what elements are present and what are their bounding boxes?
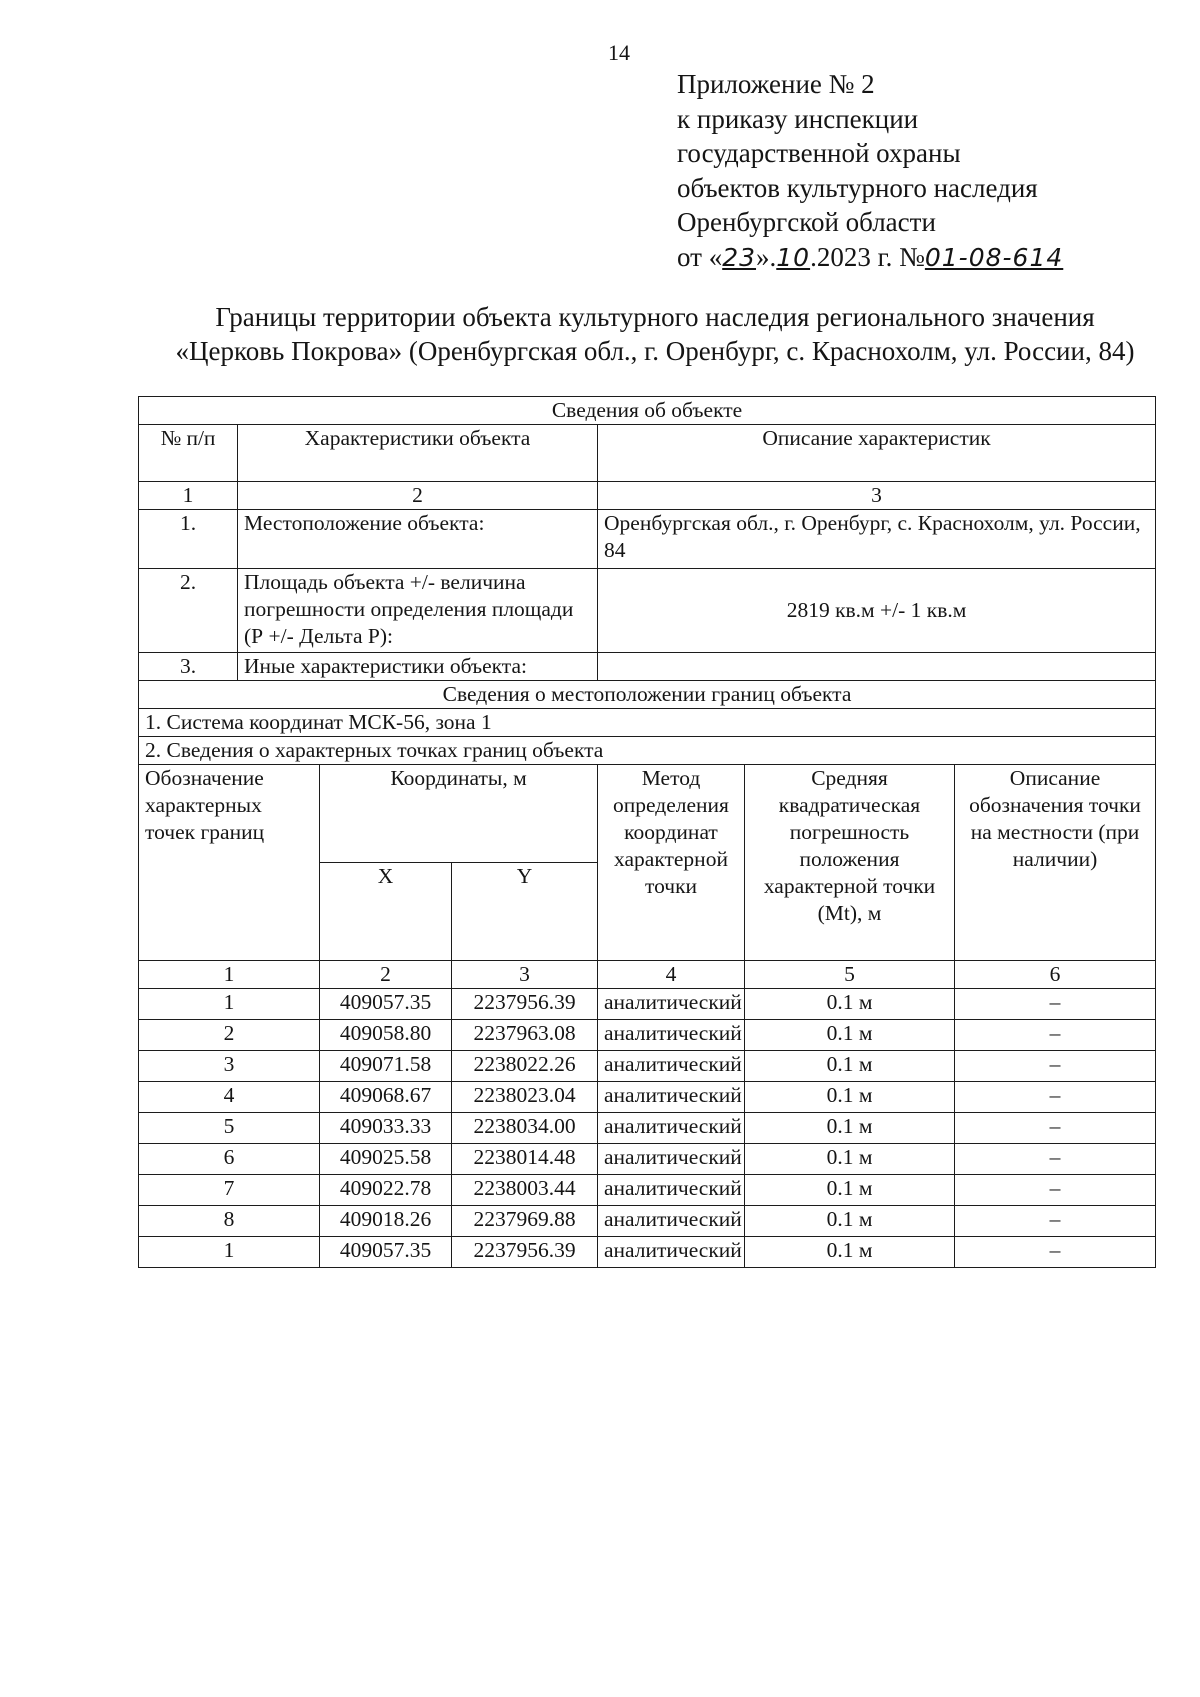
point-description-cell: – xyxy=(955,1020,1156,1051)
page-number: 14 xyxy=(608,40,630,65)
appendix-line: к приказу инспекции xyxy=(677,103,919,134)
error-cell: 0.1 м xyxy=(745,1113,955,1144)
error-cell: 0.1 м xyxy=(745,1051,955,1082)
handwritten-day: 23 xyxy=(722,242,757,272)
table-row xyxy=(139,1113,1156,1144)
table-row xyxy=(139,1144,1156,1175)
order-date-line xyxy=(677,240,1063,276)
method-cell: аналитический xyxy=(598,1144,745,1175)
point-label-cell: 7 xyxy=(139,1175,320,1206)
method-cell: аналитический xyxy=(598,1051,745,1082)
error-cell: 0.1 м xyxy=(745,1144,955,1175)
header-point-description: Описание обозначения точки на местности (при наличии) xyxy=(955,765,1156,961)
x-coordinate-cell: 409022.78 xyxy=(320,1175,452,1206)
error-cell: 0.1 м xyxy=(745,1206,955,1237)
index-cell: 2 xyxy=(320,961,452,989)
table-row xyxy=(139,1206,1156,1237)
boundary-table xyxy=(138,396,1156,1268)
header-method: Метод определения координат характерной точки xyxy=(598,765,745,961)
x-coordinate-cell: 409071.58 xyxy=(320,1051,452,1082)
header-point: Обозначение характерных точек границ xyxy=(139,765,320,961)
point-label-cell: 4 xyxy=(139,1082,320,1113)
method-cell: аналитический xyxy=(598,989,745,1020)
y-coordinate-cell: 2237963.08 xyxy=(452,1020,598,1051)
point-description-cell: – xyxy=(955,1113,1156,1144)
table-row xyxy=(139,1051,1156,1082)
point-label-cell: 1 xyxy=(139,1237,320,1268)
coordinate-system: 1. Система координат МСК-56, зона 1 xyxy=(139,709,1156,737)
x-coordinate-cell: 409025.58 xyxy=(320,1144,452,1175)
header-x: X xyxy=(320,863,452,961)
header-error: Средняя квадратическая погрешность положения характерной точки (Mt), м xyxy=(745,765,955,961)
y-coordinate-cell: 2237956.39 xyxy=(452,989,598,1020)
error-cell: 0.1 м xyxy=(745,1082,955,1113)
row-characteristic: Иные характеристики объекта: xyxy=(238,653,598,681)
x-coordinate-cell: 409057.35 xyxy=(320,989,452,1020)
appendix-line: государственной охраны xyxy=(677,138,961,168)
x-coordinate-cell: 409033.33 xyxy=(320,1113,452,1144)
document-heading xyxy=(100,300,1200,368)
table-row xyxy=(139,1020,1156,1051)
appendix-line: Оренбургской области xyxy=(677,207,936,237)
x-coordinate-cell: 409018.26 xyxy=(320,1206,452,1237)
appendix-block xyxy=(677,67,1063,275)
method-cell: аналитический xyxy=(598,1206,745,1237)
y-coordinate-cell: 2237956.39 xyxy=(452,1237,598,1268)
point-description-cell: – xyxy=(955,989,1156,1020)
table-row xyxy=(139,1175,1156,1206)
row-characteristic: Площадь объекта +/- величина погрешности определения площади (Р +/- Дельта Р): xyxy=(238,569,598,653)
section-object-info: Сведения об объекте xyxy=(139,397,1156,425)
handwritten-month: 10 xyxy=(776,242,811,272)
section-boundaries: Сведения о местоположении границ объекта xyxy=(139,681,1156,709)
table-row xyxy=(139,1082,1156,1113)
point-description-cell: – xyxy=(955,1082,1156,1113)
index-cell: 2 xyxy=(238,482,598,510)
error-cell: 0.1 м xyxy=(745,1175,955,1206)
points-title: 2. Сведения о характерных точках границ объекта xyxy=(139,737,1156,765)
point-description-cell: – xyxy=(955,1206,1156,1237)
index-cell: 5 xyxy=(745,961,955,989)
y-coordinate-cell: 2238034.00 xyxy=(452,1113,598,1144)
point-description-cell: – xyxy=(955,1144,1156,1175)
point-description-cell: – xyxy=(955,1237,1156,1268)
index-cell: 1 xyxy=(139,482,238,510)
appendix-line: Приложение № 2 xyxy=(677,69,875,99)
row-description xyxy=(598,653,1156,681)
point-label-cell: 2 xyxy=(139,1020,320,1051)
x-coordinate-cell: 409058.80 xyxy=(320,1020,452,1051)
row-num: 2. xyxy=(139,569,238,653)
date-separator: ». xyxy=(756,241,777,272)
point-description-cell: – xyxy=(955,1175,1156,1206)
method-cell: аналитический xyxy=(598,1113,745,1144)
error-cell: 0.1 м xyxy=(745,989,955,1020)
point-label-cell: 8 xyxy=(139,1206,320,1237)
method-cell: аналитический xyxy=(598,1082,745,1113)
year-text: .2023 г. № xyxy=(810,241,925,272)
handwritten-order-number: 01-08-614 xyxy=(924,242,1064,272)
point-label-cell: 5 xyxy=(139,1113,320,1144)
point-label-cell: 6 xyxy=(139,1144,320,1175)
date-prefix: от « xyxy=(677,241,723,272)
method-cell: аналитический xyxy=(598,1020,745,1051)
x-coordinate-cell: 409057.35 xyxy=(320,1237,452,1268)
point-label-cell: 1 xyxy=(139,989,320,1020)
index-cell: 3 xyxy=(452,961,598,989)
row-description: Оренбургская обл., г. Оренбург, с. Краснохолм, ул. России, 84 xyxy=(598,510,1156,569)
x-coordinate-cell: 409068.67 xyxy=(320,1082,452,1113)
header-num: № п/п xyxy=(139,425,238,482)
y-coordinate-cell: 2238022.26 xyxy=(452,1051,598,1082)
method-cell: аналитический xyxy=(598,1175,745,1206)
header-coordinates: Координаты, м xyxy=(320,765,598,863)
row-characteristic: Местоположение объекта: xyxy=(238,510,598,569)
y-coordinate-cell: 2238003.44 xyxy=(452,1175,598,1206)
error-cell: 0.1 м xyxy=(745,1237,955,1268)
row-num: 1. xyxy=(139,510,238,569)
header-characteristic: Характеристики объекта xyxy=(238,425,598,482)
heading-line-1: Границы территории объекта культурного наследия регионального значения xyxy=(215,302,1095,332)
header-description: Описание характеристик xyxy=(598,425,1156,482)
row-num: 3. xyxy=(139,653,238,681)
y-coordinate-cell: 2238014.48 xyxy=(452,1144,598,1175)
index-cell: 3 xyxy=(598,482,1156,510)
appendix-line: объектов культурного наследия xyxy=(677,172,1038,203)
y-coordinate-cell: 2237969.88 xyxy=(452,1206,598,1237)
index-cell: 4 xyxy=(598,961,745,989)
header-y: Y xyxy=(452,863,598,961)
index-cell: 6 xyxy=(955,961,1156,989)
point-description-cell: – xyxy=(955,1051,1156,1082)
table-row xyxy=(139,1237,1156,1268)
index-cell: 1 xyxy=(139,961,320,989)
point-label-cell: 3 xyxy=(139,1051,320,1082)
error-cell: 0.1 м xyxy=(745,1020,955,1051)
heading-line-2: «Церковь Покрова» (Оренбургская обл., г. Оренбург, с. Краснохолм, ул. России, 84) xyxy=(175,336,1135,366)
y-coordinate-cell: 2238023.04 xyxy=(452,1082,598,1113)
row-description: 2819 кв.м +/- 1 кв.м xyxy=(598,569,1156,653)
method-cell: аналитический xyxy=(598,1237,745,1268)
table-row xyxy=(139,989,1156,1020)
